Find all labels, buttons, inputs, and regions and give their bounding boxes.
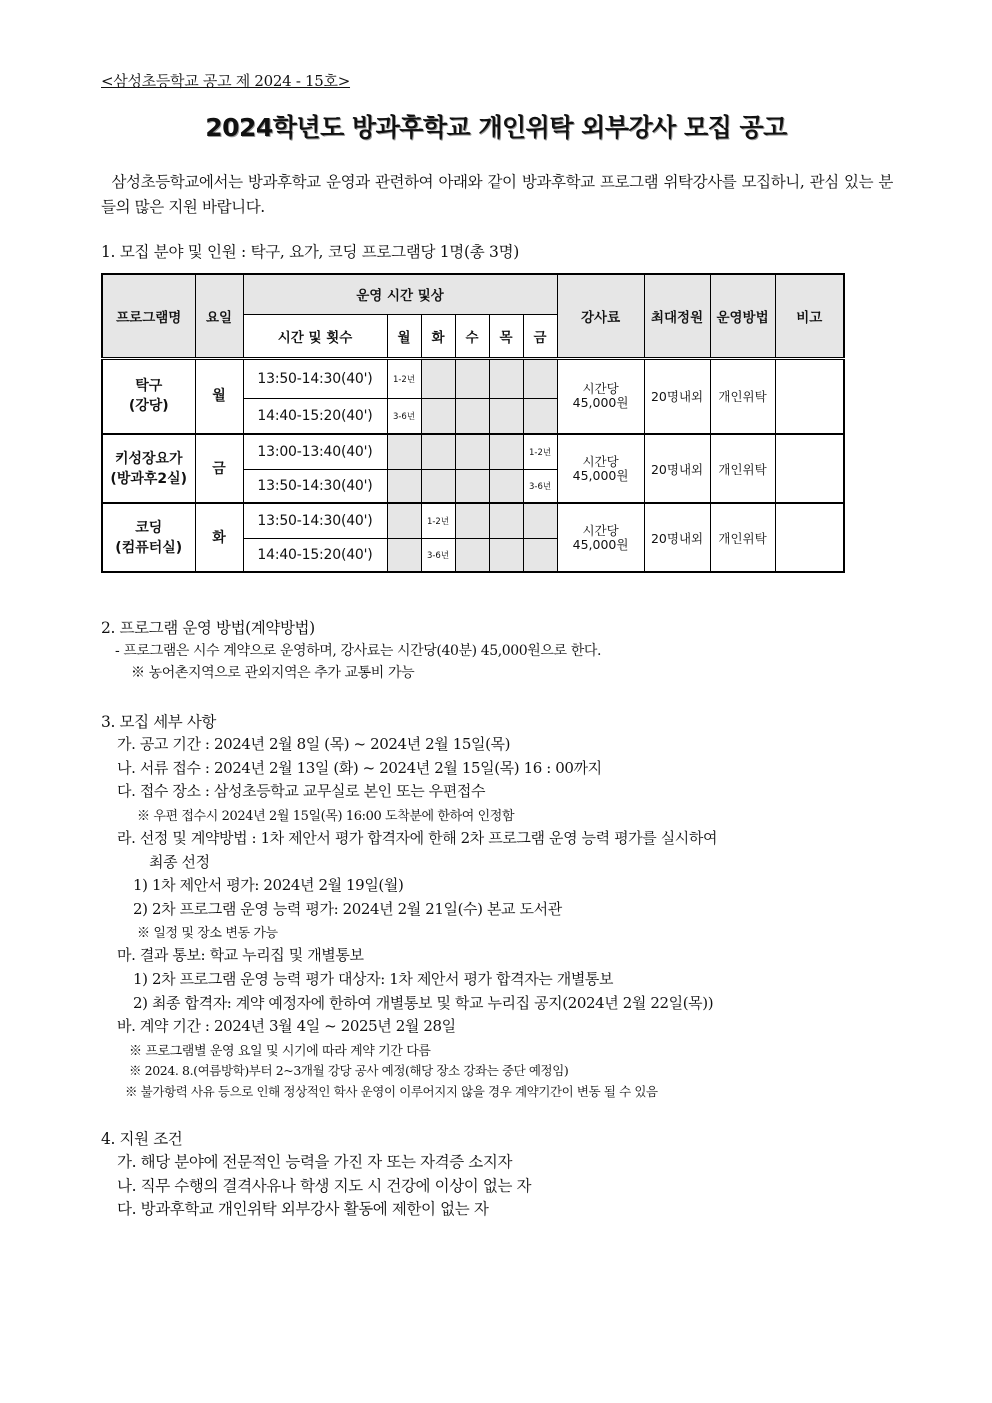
- section-4-heading: 4. 지원 조건: [101, 1130, 183, 1148]
- empty-day-cell: [421, 398, 455, 434]
- empty-day-cell: [489, 538, 523, 572]
- first-evaluation: 1) 1차 제안서 평가: 2024년 2월 19일(월): [133, 876, 404, 894]
- operation-method: 개인위탁: [710, 503, 775, 572]
- table-row: [102, 434, 844, 469]
- fee-cell: [557, 434, 644, 503]
- col-header-schedule-group: 운영 시간 및상: [243, 274, 557, 314]
- col-header-tue: 화: [421, 314, 455, 358]
- program-location: (컴퓨터실): [115, 539, 183, 556]
- program-name-cell: [102, 434, 195, 503]
- col-header-max-capacity: 최대정원: [644, 274, 710, 358]
- time-slot: 13:50-14:30(40'): [243, 469, 387, 503]
- document-submission: 나. 서류 접수 : 2024년 2월 13일 (화) ~ 2024년 2월 15일(목) 16 : 00까지: [117, 759, 602, 777]
- program-day: 금: [195, 434, 243, 503]
- fee-amount: 45,000원: [572, 536, 629, 552]
- empty-day-cell: [387, 469, 421, 503]
- empty-day-cell: [455, 538, 489, 572]
- intro-text: 삼성초등학교에서는 방과후학교 운영과 관련하여 아래와 같이 방과후학교 프로그램 위탁강사를 모집하니, 관심 있는 분들의 많은 지원 바랍니다.: [101, 173, 893, 216]
- contract-note: ※ 불가항력 사유 등으로 인해 정상적인 학사 운영이 이루어지지 않을 경우 계약기간이 변동 될 수 있음: [125, 1084, 658, 1099]
- empty-day-cell: [489, 503, 523, 538]
- empty-day-cell: [523, 538, 557, 572]
- empty-day-cell: [489, 469, 523, 503]
- program-name: 키성장요가: [114, 450, 183, 467]
- notice-period: 가. 공고 기간 : 2024년 2월 8일 (목) ~ 2024년 2월 15일(목): [117, 735, 511, 753]
- section-2-heading: 2. 프로그램 운영 방법(계약방법): [101, 619, 315, 637]
- time-slot: 13:00-13:40(40'): [243, 434, 387, 469]
- document-number: <삼성초등학교 공고 제 2024 - 15호>: [101, 72, 351, 90]
- selection-method-cont: 최종 선정: [149, 853, 210, 871]
- empty-day-cell: [489, 398, 523, 434]
- grade-note: 3-6년: [523, 469, 557, 503]
- col-header-thu: 목: [489, 314, 523, 358]
- submission-place: 다. 접수 장소 : 삼성초등학교 교무실로 본인 또는 우편접수: [117, 782, 486, 800]
- time-slot: 13:50-14:30(40'): [243, 358, 387, 398]
- empty-day-cell: [387, 434, 421, 469]
- contract-note: ※ 2024. 8.(여름방학)부터 2~3개월 강당 공사 예정(해당 장소 강좌는 중단 예정임): [129, 1063, 569, 1078]
- contract-period: 바. 계약 기간 : 2024년 3월 4일 ~ 2025년 2월 28일: [117, 1017, 456, 1035]
- empty-day-cell: [387, 503, 421, 538]
- empty-day-cell: [421, 434, 455, 469]
- fee-unit: 시간당: [582, 381, 619, 397]
- grade-note: 1-2년: [421, 503, 455, 538]
- empty-day-cell: [421, 469, 455, 503]
- remarks: [775, 358, 844, 434]
- empty-day-cell: [421, 358, 455, 398]
- col-header-time-count: 시간 및 횟수: [243, 314, 387, 358]
- max-capacity: 20명내외: [644, 434, 710, 503]
- operation-method: 개인위탁: [710, 434, 775, 503]
- intro-paragraph: [101, 170, 893, 220]
- col-header-program: 프로그램명: [102, 274, 195, 358]
- grade-note: 3-6년: [387, 398, 421, 434]
- section-2-line: - 프로그램은 시수 계약으로 운영하며, 강사료는 시간당(40분) 45,000원으로 한다.: [115, 643, 602, 659]
- section-1-heading: 1. 모집 분야 및 인원 : 탁구, 요가, 코딩 프로그램당 1명(총 3명): [101, 243, 520, 261]
- empty-day-cell: [523, 358, 557, 398]
- section-2-note: ※ 농어촌지역으로 관외지역은 추가 교통비 가능: [131, 665, 415, 681]
- grade-note: 3-6년: [421, 538, 455, 572]
- requirement-item: 다. 방과후학교 개인위탁 외부강사 활동에 제한이 없는 자: [117, 1200, 489, 1218]
- program-name: 탁구: [135, 378, 163, 395]
- program-day: 월: [195, 358, 243, 434]
- second-evaluation: 2) 2차 프로그램 운영 능력 평가: 2024년 2월 21일(수) 본교 도서관: [133, 900, 562, 918]
- operation-method: 개인위탁: [710, 358, 775, 434]
- empty-day-cell: [455, 434, 489, 469]
- submission-note: ※ 우편 접수시 2024년 2월 15일(목) 16:00 도착분에 한하여 인정함: [137, 809, 515, 824]
- remarks: [775, 434, 844, 503]
- empty-day-cell: [489, 358, 523, 398]
- result-notice-2: 2) 최종 합격자: 계약 예정자에 한하여 개별통보 및 학교 누리집 공지(2024년 2월 22일(목)): [133, 994, 714, 1012]
- fee-unit: 시간당: [582, 522, 619, 538]
- empty-day-cell: [455, 358, 489, 398]
- program-name-cell: [102, 358, 195, 434]
- remarks: [775, 503, 844, 572]
- time-slot: 13:50-14:30(40'): [243, 503, 387, 538]
- empty-day-cell: [489, 434, 523, 469]
- col-header-mon: 월: [387, 314, 421, 358]
- time-slot: 14:40-15:20(40'): [243, 398, 387, 434]
- grade-note: 1-2년: [523, 434, 557, 469]
- result-notice-1: 1) 2차 프로그램 운영 능력 평가 대상자: 1차 제안서 평가 합격자는 개별통보: [133, 970, 614, 988]
- col-header-fee: 강사료: [557, 274, 644, 358]
- program-day: 화: [195, 503, 243, 572]
- time-slot: 14:40-15:20(40'): [243, 538, 387, 572]
- table-row: [102, 503, 844, 538]
- col-header-wed: 수: [455, 314, 489, 358]
- selection-method: 라. 선정 및 계약방법 : 1차 제안서 평가 합격자에 한해 2차 프로그램 운영 능력 평가를 실시하여: [117, 829, 718, 847]
- fee-unit: 시간당: [582, 453, 619, 469]
- schedule-note: ※ 일정 및 장소 변동 가능: [137, 926, 278, 941]
- fee-amount: 45,000원: [572, 395, 629, 411]
- max-capacity: 20명내외: [644, 503, 710, 572]
- col-header-fri: 금: [523, 314, 557, 358]
- empty-day-cell: [387, 538, 421, 572]
- empty-day-cell: [523, 398, 557, 434]
- col-header-operation: 운영방법: [710, 274, 775, 358]
- col-header-remarks: 비고: [775, 274, 844, 358]
- schedule-table: [101, 273, 845, 573]
- requirement-item: 가. 해당 분야에 전문적인 능력을 가진 자 또는 자격증 소지자: [117, 1153, 513, 1171]
- header-row-1: [102, 274, 844, 314]
- page-title: 2024학년도 방과후학교 개인위탁 외부강사 모집 공고: [205, 113, 787, 142]
- program-name-cell: [102, 503, 195, 572]
- program-location: (강당): [128, 398, 169, 415]
- table-row: [102, 358, 844, 398]
- contract-note: ※ 프로그램별 운영 요일 및 시기에 따라 계약 기간 다름: [129, 1044, 431, 1059]
- grade-note: 1-2년: [387, 358, 421, 398]
- result-notice: 마. 결과 통보: 학교 누리집 및 개별통보: [117, 946, 364, 964]
- empty-day-cell: [455, 503, 489, 538]
- fee-amount: 45,000원: [572, 467, 629, 483]
- empty-day-cell: [455, 469, 489, 503]
- col-header-day: 요일: [195, 274, 243, 358]
- empty-day-cell: [523, 503, 557, 538]
- program-location: (방과후2실): [110, 470, 188, 487]
- program-name: 코딩: [135, 519, 163, 536]
- requirement-item: 나. 직무 수행의 결격사유나 학생 지도 시 건강에 이상이 없는 자: [117, 1177, 532, 1195]
- fee-cell: [557, 503, 644, 572]
- fee-cell: [557, 358, 644, 434]
- empty-day-cell: [455, 398, 489, 434]
- max-capacity: 20명내외: [644, 358, 710, 434]
- section-3-heading: 3. 모집 세부 사항: [101, 713, 217, 731]
